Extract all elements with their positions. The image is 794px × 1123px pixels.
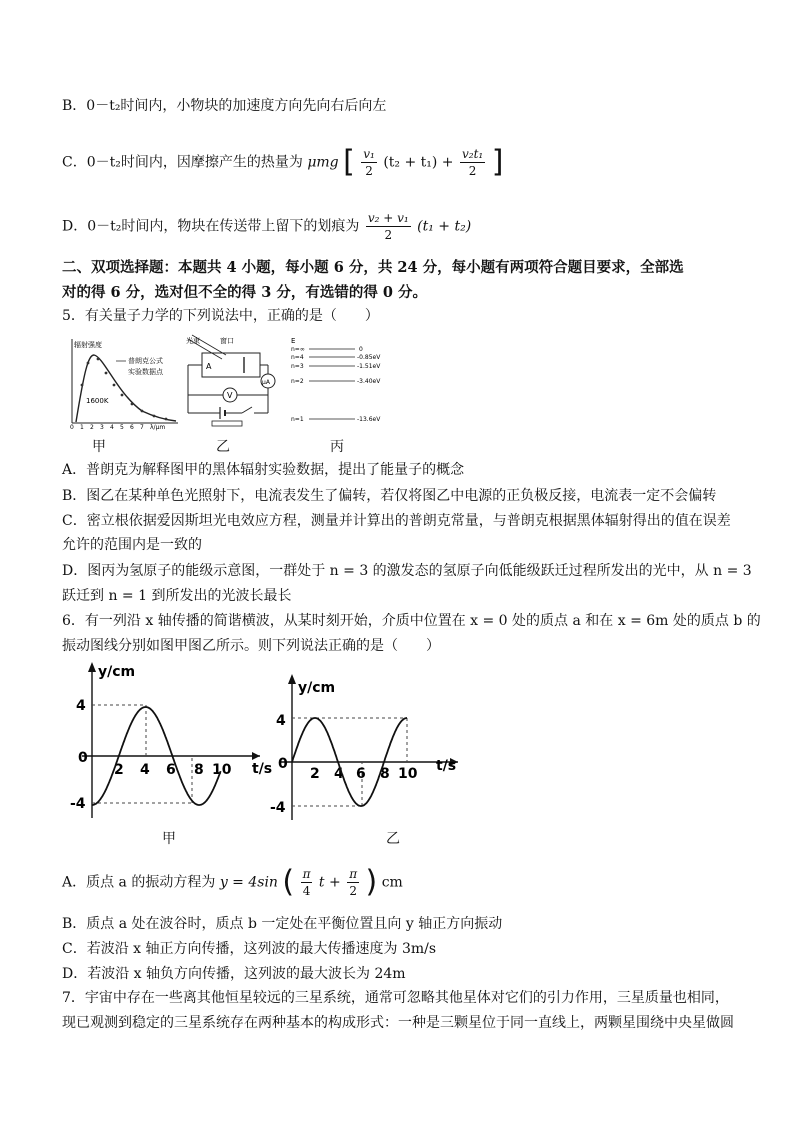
y-tick-4: 4: [76, 698, 86, 714]
window-label: 窗口: [220, 337, 234, 345]
q5-option-b: B．图乙在某种单色光照射下，电流表发生了偏转，若仅将图乙中电源的正负极反接，电流表一定不会偏转: [62, 488, 717, 504]
fraction-v1-2: [361, 146, 377, 179]
x-tick-4: 4: [110, 424, 114, 431]
energy-axis-label: E: [291, 337, 296, 345]
fraction-v2v1-2: [366, 210, 411, 243]
frac-den: 4: [302, 884, 311, 898]
fraction-pi-2: [347, 866, 359, 899]
fraction-pi-4: [301, 866, 313, 899]
frac-num: π: [302, 867, 311, 881]
energy-inf: 0: [359, 346, 363, 353]
x-tick-5: 5: [120, 424, 124, 431]
option-c-mu: μmg: [307, 154, 339, 171]
x-tick-7: 7: [140, 424, 144, 431]
level-4-label: n=4: [291, 354, 304, 361]
question-6-stem-line1: 6．有一列沿 x 轴传播的简谐横波，从某时刻开始，介质中位置在 x = 0 处的质点 a 和在 x = 6m 处的质点 b 的: [62, 613, 761, 629]
paren-left: (: [282, 864, 295, 900]
option-d: [62, 210, 471, 243]
t-tick-6: 6: [356, 766, 366, 782]
t-tick-2: 2: [310, 766, 320, 782]
t-tick-10: 10: [398, 766, 418, 782]
t-tick-6: 6: [166, 762, 176, 778]
fig-bing-caption: 丙: [330, 439, 344, 455]
question-6-stem-line2: 振动图线分别如图甲图乙所示。则下列说法正确的是（ ）: [62, 638, 440, 654]
q6-option-c: C．若波沿 x 轴正方向传播，这列波的最大传播速度为 3m/s: [62, 941, 437, 957]
q5-option-c-line2: 允许的范围内是一致的: [62, 537, 202, 553]
blackbody-figure: [62, 333, 182, 429]
level-inf-label: n=∞: [291, 346, 305, 353]
bracket-right: ]: [491, 144, 504, 180]
q6-option-a-unit: cm: [381, 874, 403, 891]
frac-num: π: [349, 867, 358, 881]
q6-option-b: B．质点 a 处在波谷时，质点 b 一定处在平衡位置且向 y 轴正方向振动: [62, 916, 503, 932]
level-2-label: n=2: [291, 378, 304, 385]
x-tick-3: 3: [100, 424, 104, 431]
q5-option-c-line1: C．密立根依据爱因斯坦光电效应方程，测量并计算出的普朗克常量，与普朗克根据黑体辐射得出的值在误差: [62, 513, 731, 529]
energy-2: -3.40eV: [357, 378, 381, 385]
graph-jia-caption: 甲: [162, 831, 176, 847]
option-d-tail: (t₁ + t₂): [417, 218, 472, 235]
frac-den: 2: [468, 164, 477, 178]
bracket-left: [: [343, 144, 355, 180]
t-tick-4: 4: [140, 762, 150, 778]
y-tick-4: 4: [276, 713, 286, 729]
electrode-a-label: A: [206, 362, 212, 371]
question-7-line2: 现已观测到稳定的三星系统存在两种基本的构成形式：一种是三颗星位于同一直线上，两颗星围绕中央星做圆: [62, 1015, 734, 1031]
graph-yi-caption: 乙: [386, 831, 400, 847]
t-tick-2: 2: [114, 762, 124, 778]
question-7-line1: 7．宇宙中存在一些离其他恒星较远的三星系统，通常可忽略其他星体对它们的引力作用，三星质量也相同，: [62, 990, 729, 1006]
temp-label: 1600K: [86, 397, 109, 405]
t-tick-4: 4: [334, 766, 344, 782]
t-tick-10: 10: [212, 762, 232, 778]
x-tick-2: 2: [90, 424, 94, 431]
x-tick-0: 0: [70, 424, 74, 431]
energy-1: -13.6eV: [357, 416, 381, 423]
question-5-stem: 5．有关量子力学的下列说法中，正确的是（ ）: [62, 308, 379, 324]
option-c: [62, 146, 503, 179]
frac-den: 2: [384, 228, 393, 242]
fig-yi-caption: 乙: [216, 439, 230, 455]
option-b: B．0－t₂时间内，小物块的加速度方向先向右后向左: [62, 98, 387, 114]
t-tick-8: 8: [380, 766, 390, 782]
q6-option-a: [62, 866, 403, 899]
q6-option-a-text: A．质点 a 的振动方程为: [62, 874, 216, 891]
section-title-line1: 二、双项选择题：本题共 4 小题，每小题 6 分，共 24 分，每小题有两项符合题目要求，全部选: [62, 259, 684, 276]
y-axis-label: y/cm: [98, 664, 136, 680]
y-axis-label: y/cm: [298, 680, 336, 696]
q6-option-a-t: t +: [318, 874, 341, 891]
vibration-graph-yi: [262, 670, 462, 830]
exp-label: 实验数据点: [128, 368, 163, 376]
t-axis-label: t/s: [436, 758, 457, 774]
option-d-text: D．0－t₂时间内，物块在传送带上留下的划痕为: [62, 218, 360, 235]
energy-level-figure: [285, 333, 385, 429]
frac-num: v₂t₁: [462, 147, 484, 161]
photoelectric-circuit-figure: [182, 333, 278, 429]
q6-option-d: D．若波沿 x 轴负方向传播，这列波的最大波长为 24m: [62, 966, 406, 982]
q5-option-d-line2: 跃迁到 n = 1 到所发出的光波长最长: [62, 588, 292, 604]
frac-num: v₂ + v₁: [367, 211, 409, 225]
frac-den: 2: [349, 884, 357, 898]
paren-right: ): [365, 864, 378, 900]
q6-option-a-eq: y = 4sin: [219, 874, 278, 891]
level-3-label: n=3: [291, 363, 304, 370]
x-axis-label: λ/μm: [150, 424, 166, 431]
fraction-v2t1-2: [460, 146, 485, 179]
q5-option-d-line1: D．图丙为氢原子的能级示意图，一群处于 n = 3 的激发态的氢原子向低能级跃迁过程所发出的光中，从 n = 3: [62, 563, 752, 579]
y-tick-neg4: -4: [70, 796, 86, 812]
planck-label: 普朗克公式: [128, 357, 163, 365]
y-tick-neg4: -4: [270, 800, 286, 816]
level-1-label: n=1: [291, 416, 304, 423]
frac-den: 2: [365, 164, 373, 178]
option-c-mid: (t₂ + t₁) +: [383, 154, 454, 171]
energy-4: -0.85eV: [357, 354, 381, 361]
voltmeter-label: V: [227, 391, 233, 400]
t-axis-label: t/s: [252, 761, 273, 777]
x-tick-1: 1: [80, 424, 84, 431]
energy-3: -1.51eV: [357, 363, 381, 370]
radiation-label: 辐射强度: [74, 341, 102, 349]
light-beam-label: 光束: [186, 337, 200, 345]
t-tick-8: 8: [194, 762, 204, 778]
origin-label: 0: [78, 750, 88, 766]
fig-jia-caption: 甲: [92, 439, 106, 455]
origin-label: 0: [278, 756, 288, 772]
vibration-graph-jia: [62, 658, 273, 826]
frac-num: v₁: [363, 147, 375, 161]
section-title-line2: 对的得 6 分，选对但不全的得 3 分，有选错的得 0 分。: [62, 284, 428, 301]
q5-option-a: A．普朗克为解释图甲的黑体辐射实验数据，提出了能量子的概念: [62, 462, 465, 478]
microammeter-label: μA: [262, 379, 270, 386]
option-c-text: C．0－t₂时间内，因摩擦产生的热量为: [62, 154, 303, 171]
x-tick-6: 6: [130, 424, 134, 431]
